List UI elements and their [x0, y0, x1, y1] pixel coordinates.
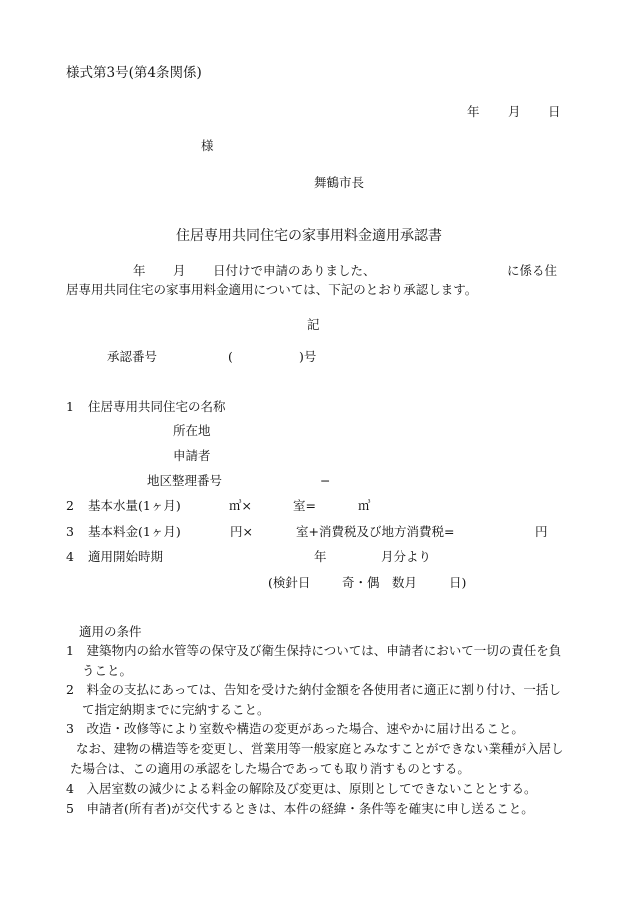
item4-month: 月分より — [381, 549, 432, 564]
condition-3: 3 改造・改修等により室数や構造の変更があった場合、速やかに届け出ること。 — [66, 721, 524, 736]
date-year-label: 年 — [467, 104, 480, 119]
item3-number: 3 — [66, 524, 74, 539]
reading-odd-even: 奇・偶 — [342, 575, 380, 590]
item1-label: 住居専用共同住宅の名称 — [88, 399, 226, 414]
item4-number: 4 — [66, 549, 74, 564]
applicant-label: 申請者 — [173, 448, 211, 463]
document-title: 住居専用共同住宅の家事用料金適用承認書 — [176, 228, 442, 244]
date-month-label: 月 — [508, 104, 521, 119]
issuer: 舞鶴市長 — [314, 175, 365, 190]
item2-unit-times: ㎥× — [229, 498, 252, 513]
item2-number: 2 — [66, 498, 74, 513]
district-number-dash: − — [320, 473, 331, 488]
condition-2: 2 料金の支払にあっては、告知を受けた納付金額を各使用者に適正に割り付け、一括して指定納期までに完納すること。 — [66, 682, 561, 717]
district-number-label: 地区整理番号 — [147, 473, 223, 488]
condition-5: 5 申請者(所有者)が交代するときは、本件の経緯・条件等を確実に申し送ること。 — [66, 801, 534, 816]
item4-label: 適用開始時期 — [88, 549, 164, 564]
approval-number-label: 承認番号 — [107, 349, 158, 364]
condition-4: 4 入居室数の減少による料金の解除及び変更は、原則としてできないこととする。 — [66, 781, 537, 796]
item3-tax: 室+消費税及び地方消費税= — [296, 524, 455, 539]
item3-yen-times: 円× — [230, 524, 253, 539]
item2-room: 室= — [293, 498, 316, 513]
form-number: 様式第3号(第4条関係) — [66, 65, 202, 81]
intro-text: 日付けで申請のありました、 — [213, 263, 376, 278]
reading-day: 日) — [449, 575, 467, 590]
date-day-label: 日 — [548, 104, 561, 119]
intro-month: 月 — [173, 263, 186, 278]
intro-line2: 居専用共同住宅の家事用料金適用については、下記のとおり承認します。 — [66, 282, 478, 297]
reading-open: (検針日 — [268, 575, 311, 590]
item4-year: 年 — [314, 549, 327, 564]
approval-paren-close: )号 — [299, 349, 317, 364]
item2-unit: ㎥ — [358, 498, 371, 513]
ki-heading: 記 — [307, 317, 320, 332]
item1-number: 1 — [66, 399, 74, 414]
condition-3-note: なお、建物の構造等を変更し、営業用等一般家庭とみなすことができない業種が入居した場合は、この適用の承認をした場合であっても取り消すものとする。 — [70, 741, 564, 776]
addressee-suffix: 様 — [201, 138, 214, 153]
intro-suffix: に係る住 — [507, 263, 558, 278]
item3-label: 基本料金(1ヶ月) — [88, 524, 181, 539]
item3-yen: 円 — [535, 524, 548, 539]
location-label: 所在地 — [173, 423, 211, 438]
item2-label: 基本水量(1ヶ月) — [88, 498, 181, 513]
condition-1: 1 建築物内の給水管等の保守及び衛生保持については、申請者において一切の責任を負うこと。 — [66, 643, 562, 678]
reading-months: 数月 — [392, 575, 418, 590]
conditions-heading: 適用の条件 — [79, 624, 142, 639]
approval-paren-open: ( — [228, 349, 233, 364]
intro-year: 年 — [133, 263, 146, 278]
